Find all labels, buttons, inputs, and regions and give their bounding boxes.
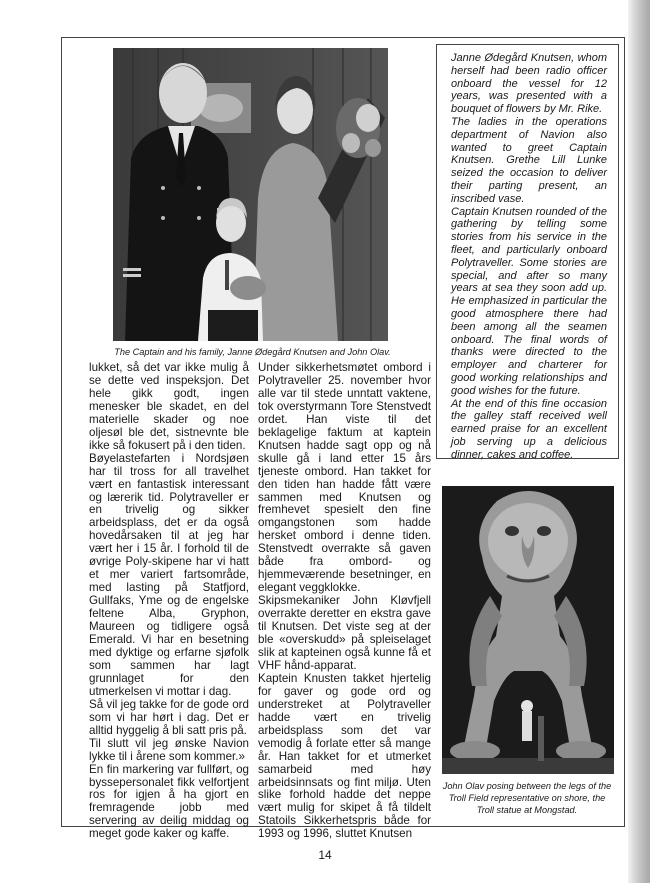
article-paragraph: Skipsmekaniker John Kløvfjell overrakte deretter en ekstra gave til Knutsen. Det viste seg at der ble «overskudd» på spleiselaget slik at kapteinen også kunne få et VHF hånd-apparat. bbox=[258, 594, 431, 672]
family-photo-caption: The Captain and his family, Janne Ødegård Knutsen and John Olav. bbox=[114, 347, 391, 357]
english-summary-text bbox=[451, 52, 607, 462]
page-number: 14 bbox=[318, 848, 332, 862]
article-paragraph: Under sikkerhetsmøtet ombord i Polytraveller 25. november hvor alle var til stede unntatt vaktene, tok overstyrmann Tore Stenstvedt ordet. Han viste til det beklagelige faktum at kaptein Knutsen hadde sagt opp og nå skulle gå i land etter 15 års tjeneste ombord. Han takket for den tiden han hadde fått være sammen med Knutsen og fremhevet spesielt den fine omgangstonen som hadde hersket ombord i denne tiden. Stenstvedt overrakte så gaven både fra ombord- og hjemmeværende besetninger, en elegant veggklokke. bbox=[258, 361, 431, 595]
troll-statue-photo bbox=[442, 486, 614, 774]
summary-paragraph: The ladies in the operations department of Navion also wanted to greet Captain Knutsen. Grethe Lill Lunke seized the occasion to deliver their parting present, an inscribed vase. bbox=[451, 115, 607, 205]
article-column-2 bbox=[258, 362, 431, 841]
troll-photo-caption: John Olav posing between the legs of the Troll Field representative on shore, the Troll statue at Mongstad. bbox=[442, 781, 612, 815]
scan-edge-shadow bbox=[628, 0, 650, 883]
article-paragraph: Bøyelastefarten i Nordsjøen har til tross for all travelhet vært en fantastisk interessant og lærerik tid. Polytraveller er en trivelig og sikker arbeidsplass, det er da også hovedårsaken til at jeg har vært her i 15 år. I forhold til de øvrige Poly-skipene har vi hatt et mer variert fartsområde, med lasting på Statfjord, Gullfaks, Yme og de engelske feltene Alba, Gryphon, Maureen og tidligere også Emerald. Vi har en besetning med dyktige og erfarne sjøfolk som sammen har lagt grunnlaget for den utmerkelsen vi mottar i dag. bbox=[89, 451, 249, 698]
article-paragraph: En fin markering var fullført, og byssepersonalet fikk velfortjent ros for igjen å ha gjort en fremragende jobb med servering av deilig middag og meget gode kaker og kaffe. bbox=[89, 762, 249, 841]
article-column-1 bbox=[89, 362, 249, 841]
summary-paragraph: At the end of this fine occasion the galley staff received well earned praise for an excellent job serving up a delicious dinner, cakes and coffee. bbox=[451, 397, 607, 461]
article-paragraph: Kaptein Knusten takket hjertelig for gaver og gode ord og understreket at Polytraveller hadde vært en trivelig arbeidsplass som det var vemodig å forlate etter så mange år. Han takket for et utmerket samarbeid med høy arbeidsinnsats og fint miljø. Uten slike forhold hadde det neppe vært mulig for skipet å få tildelt Statoils Sikkerhetspris både for 1993 og 1996, sluttet Knutsen bbox=[258, 671, 431, 841]
article-paragraph: Så vil jeg takke for de gode ord som vi har hørt i dag. Det er alltid hyggelig å bli satt pris på. bbox=[89, 697, 249, 737]
summary-paragraph: Captain Knutsen rounded of the gathering by telling some stories from his service in the fleet, and particularly onboard Polytraveller. Some stories are special, and after so many years at sea they soon add up. He emphasized in particular the good atmosphere there had been among all the seamen onboard. The final words of thanks were directed to the employer and charterer for good working relationships and good wishes for the future. bbox=[451, 205, 607, 397]
article-paragraph: lukket, så det var ikke mulig å se dette ved inspeksjon. Det hele gikk godt, ingen menesker ble skadet, en del materielle skader og noe oljesøl ble det, sistnevnte ble ikke så fokusert på i den tiden. bbox=[89, 361, 249, 452]
summary-paragraph: Janne Ødegård Knutsen, whom herself had been radio officer onboard the vessel for 12 years, was presented with a bouquet of flowers by Mr. Rike. bbox=[451, 52, 607, 116]
family-photo bbox=[113, 48, 388, 341]
article-paragraph: Til slutt vil jeg ønske Navion lykke til i årene som kommer.» bbox=[89, 736, 249, 763]
